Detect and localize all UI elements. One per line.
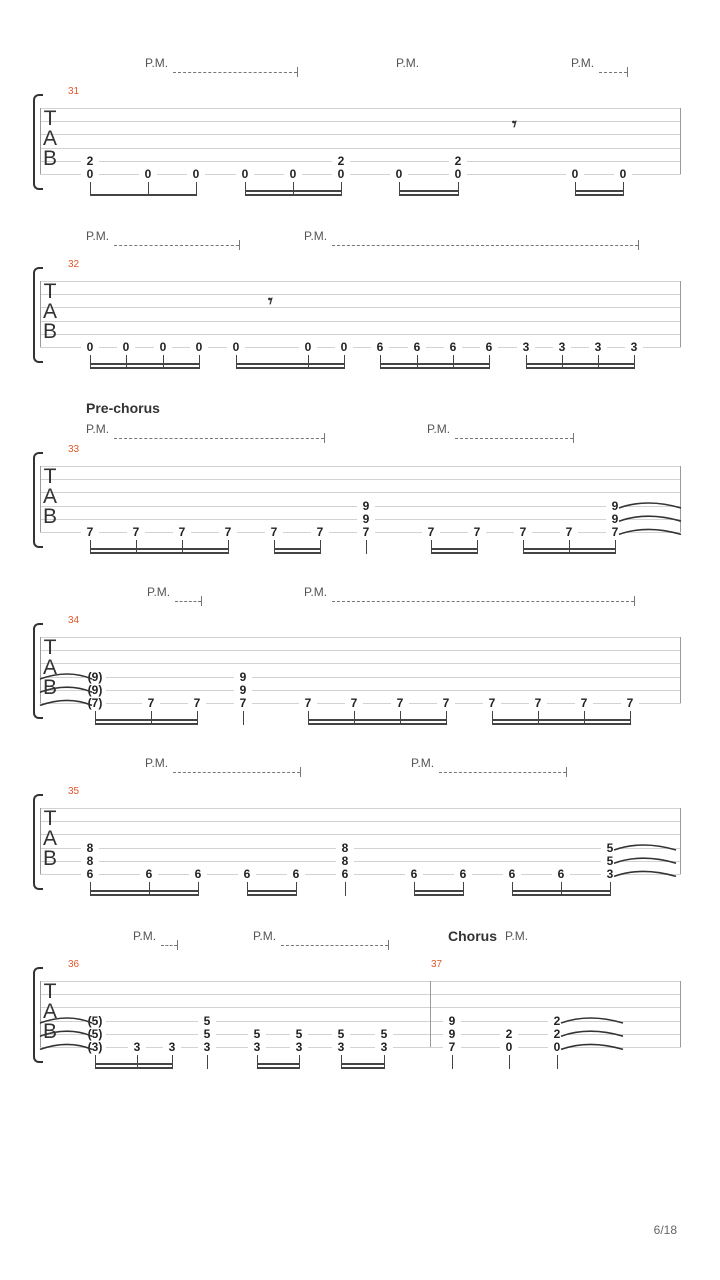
tab-staff <box>40 281 681 347</box>
measure-number: 35 <box>68 786 80 797</box>
tab-staff <box>40 637 681 703</box>
fret-number: 9 <box>357 513 375 525</box>
fret-number: 7 <box>81 526 99 538</box>
palm-mute-dashes <box>439 772 566 773</box>
note-stem <box>366 540 367 554</box>
tab-clef-letter: T <box>43 807 57 830</box>
beam-secondary <box>431 548 478 550</box>
palm-mute-dashes <box>175 601 201 602</box>
tab-clef-letter: B <box>42 847 57 870</box>
staff-line <box>40 663 681 664</box>
fret-number: 0 <box>299 341 317 353</box>
fret-number: 6 <box>238 868 256 880</box>
beam-secondary <box>247 890 297 892</box>
tab-clef-letter: A <box>42 127 57 150</box>
fret-number: 2 <box>449 155 467 167</box>
palm-mute-label: P.M. <box>304 585 328 599</box>
staff-line <box>40 281 681 282</box>
beam-secondary <box>399 190 459 192</box>
staff-line <box>40 981 681 982</box>
tab-clef-letter: A <box>42 656 57 679</box>
palm-mute-end <box>324 433 325 443</box>
note-stem <box>452 1055 453 1069</box>
fret-number: 5 <box>198 1028 216 1040</box>
palm-mute-end <box>634 596 635 606</box>
tab-clef-letter: T <box>43 465 57 488</box>
palm-mute-label: P.M. <box>427 422 451 436</box>
fret-number: 0 <box>500 1041 518 1053</box>
fret-number: 7 <box>142 697 160 709</box>
fret-number: 2 <box>332 155 350 167</box>
fret-number: 8 <box>81 855 99 867</box>
fret-number: 0 <box>332 168 350 180</box>
fret-number: (9) <box>84 671 106 683</box>
fret-number: 6 <box>405 868 423 880</box>
staff-line <box>40 861 681 862</box>
fret-number: 5 <box>601 842 619 854</box>
rest-16th: 𝄾 <box>268 291 273 311</box>
beam <box>274 552 321 554</box>
tab-clef-letter: B <box>42 676 57 699</box>
beam-secondary <box>341 1063 385 1065</box>
fret-number: 0 <box>139 168 157 180</box>
fret-number: 7 <box>345 697 363 709</box>
palm-mute-end <box>388 940 389 950</box>
beam-secondary <box>414 890 464 892</box>
fret-number: 0 <box>614 168 632 180</box>
beam <box>380 367 490 369</box>
beam-secondary <box>512 890 611 892</box>
fret-number: 3 <box>601 868 619 880</box>
palm-mute-dashes <box>114 245 239 246</box>
tab-clef-letter: T <box>43 107 57 130</box>
tab-clef-letter: B <box>42 147 57 170</box>
beam-secondary <box>245 190 342 192</box>
note-stem <box>557 1055 558 1069</box>
beam-secondary <box>523 548 616 550</box>
beam <box>90 552 229 554</box>
fret-number: 3 <box>198 1041 216 1053</box>
fret-number: 2 <box>81 155 99 167</box>
fret-number: 8 <box>81 842 99 854</box>
beam-secondary <box>95 1063 173 1065</box>
fret-number: 9 <box>357 500 375 512</box>
beam <box>431 552 478 554</box>
fret-number: 0 <box>449 168 467 180</box>
fret-number: 0 <box>390 168 408 180</box>
staff-line <box>40 650 681 651</box>
fret-number: (5) <box>84 1015 106 1027</box>
fret-number: 3 <box>625 341 643 353</box>
fret-number: 7 <box>621 697 639 709</box>
palm-mute-dashes <box>114 438 324 439</box>
measure-number: 33 <box>68 444 80 455</box>
palm-mute-dashes <box>161 945 177 946</box>
fret-number: 7 <box>560 526 578 538</box>
staff-line <box>40 479 681 480</box>
barline-end <box>680 981 681 1047</box>
beam <box>399 194 459 196</box>
fret-number: 5 <box>332 1028 350 1040</box>
tab-clef-letter: B <box>42 1020 57 1043</box>
fret-number: 6 <box>503 868 521 880</box>
fret-number: 3 <box>128 1041 146 1053</box>
staff-line <box>40 492 681 493</box>
fret-number: (7) <box>84 697 106 709</box>
palm-mute-label: P.M. <box>571 56 595 70</box>
fret-number: 2 <box>548 1028 566 1040</box>
section-label: Chorus <box>448 928 497 944</box>
palm-mute-label: P.M. <box>133 929 157 943</box>
palm-mute-end <box>239 240 240 250</box>
measure-number: 36 <box>68 959 80 970</box>
tab-clef-letter: A <box>42 827 57 850</box>
fret-number: 5 <box>375 1028 393 1040</box>
measure-number: 37 <box>431 959 443 970</box>
beam <box>341 1067 385 1069</box>
palm-mute-label: P.M. <box>145 756 169 770</box>
beam <box>308 723 447 725</box>
fret-number: 3 <box>589 341 607 353</box>
fret-number: 5 <box>601 855 619 867</box>
beam <box>245 194 342 196</box>
fret-number: 7 <box>311 526 329 538</box>
palm-mute-end <box>638 240 639 250</box>
fret-number: (9) <box>84 684 106 696</box>
beam <box>512 894 611 896</box>
beam <box>90 194 197 196</box>
tie-arc <box>612 840 682 880</box>
fret-number: 0 <box>190 341 208 353</box>
fret-number: 9 <box>443 1015 461 1027</box>
tie-arc <box>38 1013 108 1053</box>
fret-number: 0 <box>335 341 353 353</box>
fret-number: 9 <box>234 684 252 696</box>
staff-line <box>40 874 681 875</box>
fret-number: 0 <box>284 168 302 180</box>
fret-number: 3 <box>163 1041 181 1053</box>
fret-number: 7 <box>575 697 593 709</box>
palm-mute-dashes <box>281 945 388 946</box>
beam <box>575 194 624 196</box>
beam <box>523 552 616 554</box>
fret-number: 9 <box>443 1028 461 1040</box>
fret-number: 7 <box>529 697 547 709</box>
fret-number: 7 <box>514 526 532 538</box>
beam-secondary <box>236 363 345 365</box>
palm-mute-end <box>573 433 574 443</box>
beam <box>492 723 631 725</box>
fret-number: 5 <box>248 1028 266 1040</box>
fret-number: 7 <box>173 526 191 538</box>
fret-number: 0 <box>81 341 99 353</box>
staff-line <box>40 808 681 809</box>
tie-arc <box>617 498 687 538</box>
fret-number: 0 <box>81 168 99 180</box>
staff-line <box>40 466 681 467</box>
fret-number: 6 <box>140 868 158 880</box>
fret-number: 7 <box>127 526 145 538</box>
palm-mute-end <box>177 940 178 950</box>
beam-secondary <box>90 363 200 365</box>
beam <box>90 367 200 369</box>
fret-number: 6 <box>444 341 462 353</box>
measure-number: 32 <box>68 259 80 270</box>
palm-mute-dashes <box>455 438 573 439</box>
tab-clef-letter: B <box>42 320 57 343</box>
fret-number: 9 <box>606 513 624 525</box>
fret-number: 6 <box>81 868 99 880</box>
staff-line <box>40 1007 681 1008</box>
palm-mute-dashes <box>173 772 300 773</box>
beam <box>257 1067 300 1069</box>
barline-end <box>680 281 681 347</box>
fret-number: 7 <box>422 526 440 538</box>
palm-mute-dashes <box>332 245 638 246</box>
fret-number: 0 <box>227 341 245 353</box>
tie-arc <box>38 669 108 709</box>
fret-number: 3 <box>332 1041 350 1053</box>
palm-mute-dashes <box>332 601 634 602</box>
fret-number: 7 <box>265 526 283 538</box>
fret-number: 3 <box>375 1041 393 1053</box>
tab-clef-letter: A <box>42 300 57 323</box>
beam-secondary <box>274 548 321 550</box>
fret-number: 9 <box>234 671 252 683</box>
palm-mute-end <box>300 767 301 777</box>
fret-number: 7 <box>606 526 624 538</box>
fret-number: 8 <box>336 842 354 854</box>
palm-mute-label: P.M. <box>411 756 435 770</box>
fret-number: 3 <box>553 341 571 353</box>
measure-number: 34 <box>68 615 80 626</box>
fret-number: 7 <box>443 1041 461 1053</box>
fret-number: 6 <box>287 868 305 880</box>
tab-clef-letter: A <box>42 485 57 508</box>
staff-line <box>40 347 681 348</box>
beam <box>526 367 635 369</box>
page-number: 6/18 <box>653 1223 677 1237</box>
fret-number: 7 <box>219 526 237 538</box>
fret-number: 6 <box>189 868 207 880</box>
staff-line <box>40 637 681 638</box>
fret-number: 6 <box>552 868 570 880</box>
beam-secondary <box>95 719 198 721</box>
note-stem <box>243 711 244 725</box>
beam-secondary <box>257 1063 300 1065</box>
note-stem <box>509 1055 510 1069</box>
tab-clef-letter: B <box>42 505 57 528</box>
palm-mute-label: P.M. <box>86 229 110 243</box>
fret-number: (3) <box>84 1041 106 1053</box>
rest-8th: 𝄾 <box>512 114 517 134</box>
fret-number: 7 <box>468 526 486 538</box>
fret-number: 6 <box>480 341 498 353</box>
palm-mute-label: P.M. <box>253 929 277 943</box>
fret-number: 2 <box>548 1015 566 1027</box>
fret-number: 6 <box>408 341 426 353</box>
staff-line <box>40 821 681 822</box>
palm-mute-label: P.M. <box>86 422 110 436</box>
fret-number: 0 <box>548 1041 566 1053</box>
palm-mute-label: P.M. <box>396 56 420 70</box>
staff-line <box>40 994 681 995</box>
note-stem <box>207 1055 208 1069</box>
palm-mute-label: P.M. <box>145 56 169 70</box>
beam <box>90 894 199 896</box>
staff-line <box>40 848 681 849</box>
tab-clef-letter: A <box>42 1000 57 1023</box>
palm-mute-label: P.M. <box>505 929 529 943</box>
beam-secondary <box>526 363 635 365</box>
tab-clef-letter: T <box>43 636 57 659</box>
fret-number: 6 <box>454 868 472 880</box>
beam <box>414 894 464 896</box>
fret-number: (5) <box>84 1028 106 1040</box>
fret-number: 3 <box>290 1041 308 1053</box>
fret-number: 3 <box>517 341 535 353</box>
barline <box>430 981 431 1047</box>
fret-number: 7 <box>299 697 317 709</box>
fret-number: 7 <box>357 526 375 538</box>
beam-secondary <box>308 719 447 721</box>
barline-end <box>680 637 681 703</box>
staff-line <box>40 334 681 335</box>
staff-line <box>40 174 681 175</box>
fret-number: 0 <box>154 341 172 353</box>
tab-clef-letter: T <box>43 980 57 1003</box>
fret-number: 0 <box>187 168 205 180</box>
tab-staff <box>40 808 681 874</box>
staff-line <box>40 321 681 322</box>
beam <box>95 723 198 725</box>
staff-line <box>40 294 681 295</box>
tab-clef-letter: T <box>43 280 57 303</box>
palm-mute-end <box>566 767 567 777</box>
fret-number: 7 <box>483 697 501 709</box>
staff-line <box>40 677 681 678</box>
beam-secondary <box>380 363 490 365</box>
fret-number: 6 <box>336 868 354 880</box>
measure-number: 31 <box>68 86 80 97</box>
fret-number: 0 <box>236 168 254 180</box>
beam <box>247 894 297 896</box>
beam-secondary <box>90 890 199 892</box>
fret-number: 7 <box>188 697 206 709</box>
beam-secondary <box>575 190 624 192</box>
fret-number: 8 <box>336 855 354 867</box>
fret-number: 0 <box>117 341 135 353</box>
fret-number: 7 <box>234 697 252 709</box>
tie-arc <box>559 1013 629 1053</box>
palm-mute-end <box>201 596 202 606</box>
fret-number: 3 <box>248 1041 266 1053</box>
note-stem <box>345 882 346 896</box>
fret-number: 7 <box>391 697 409 709</box>
fret-number: 7 <box>437 697 455 709</box>
fret-number: 5 <box>290 1028 308 1040</box>
fret-number: 0 <box>566 168 584 180</box>
palm-mute-label: P.M. <box>147 585 171 599</box>
beam <box>95 1067 173 1069</box>
fret-number: 5 <box>198 1015 216 1027</box>
fret-number: 9 <box>606 500 624 512</box>
section-label: Pre-chorus <box>86 400 160 416</box>
beam-secondary <box>492 719 631 721</box>
beam-secondary <box>90 548 229 550</box>
staff-line <box>40 307 681 308</box>
palm-mute-label: P.M. <box>304 229 328 243</box>
staff-line <box>40 690 681 691</box>
fret-number: 6 <box>371 341 389 353</box>
beam <box>236 367 345 369</box>
staff-line <box>40 834 681 835</box>
fret-number: 2 <box>500 1028 518 1040</box>
